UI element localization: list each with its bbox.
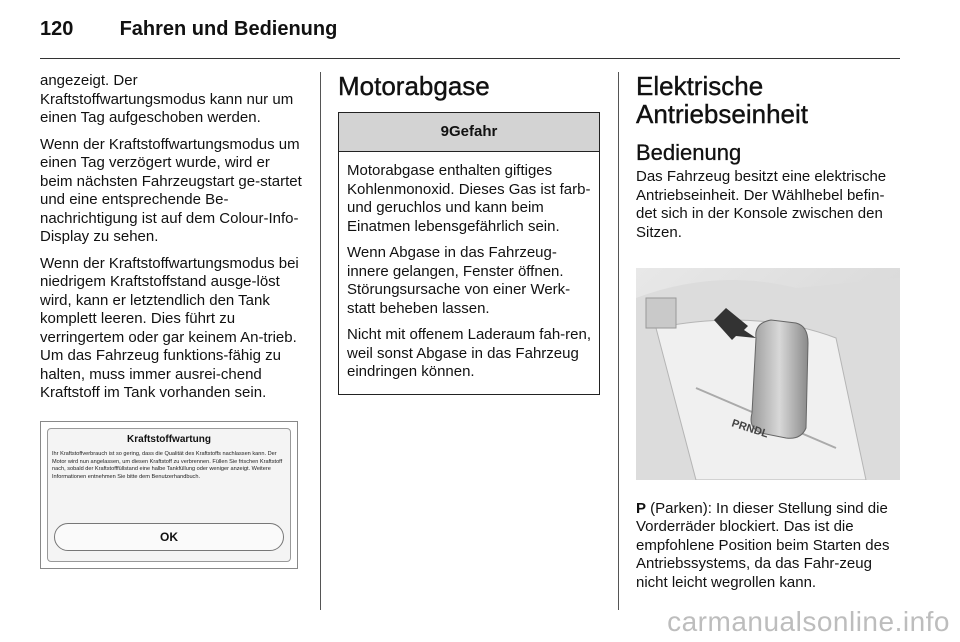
danger-header: [339, 113, 599, 152]
column-middle: [338, 72, 600, 395]
header-rule: [40, 58, 900, 59]
section-heading: Elektrische Antriebseinheit: [636, 71, 808, 129]
park-text: (Parken): In dieser Stellung sind die Vorderräder blockiert. Das ist die empfohlene Position beim Starten des Antriebssystems, da das Fahr-zeug nicht leicht wegrollen kann.: [636, 499, 890, 591]
column-left: [40, 72, 302, 569]
danger-box: [338, 112, 600, 395]
danger-paragraph: Wenn Abgase in das Fahrzeug-innere gelangen, Fenster öffnen. Störungsursache von einer Werk-statt beheben lassen.: [347, 244, 571, 317]
page-number: 120: [40, 18, 74, 40]
section-heading: Motorabgase: [338, 71, 490, 101]
danger-icon: 9: [440, 123, 449, 140]
column-divider: [618, 72, 619, 610]
subsection-heading: Bedienung: [636, 140, 742, 165]
column-right: [636, 72, 900, 600]
column-divider: [320, 72, 321, 610]
ok-button[interactable]: OK: [54, 523, 284, 551]
paragraph: angezeigt. Der Kraftstoffwartungsmodus kann nur um einen Tag aufgeschoben werden.: [40, 72, 294, 126]
paragraph: Wenn der Kraftstoffwartungsmodus bei niedrigem Kraftstoffstand ausge-löst wird, kann er letztendlich den Tank komplett leeren. Dies führt zu verringertem oder gar keinem An-trieb. Um das Fahrzeug funktions-fähig zu halten, muss immer ausrei-chend Kraftstoff im Tank vorhanden sein.: [40, 254, 299, 401]
paragraph: Wenn der Kraftstoffwartungsmodus um einen Tag verzögert wurde, wird er beim nächsten Fahrzeugstart ge-startet und eine entsprechende Be-nachrichtigung ist auf dem Colour-Info-Display zu sehen.: [40, 135, 302, 245]
intro-paragraph: Das Fahrzeug besitzt eine elektrische Antriebseinheit. Der Wählhebel befin-det sich in der Konsole zwischen den Sitzen.: [636, 168, 887, 241]
fuel-maintenance-screen: [40, 421, 298, 569]
gear-selector-photo: [636, 268, 900, 480]
gear-positions-label: PRNDL: [730, 417, 770, 441]
page-title: Fahren und Bedienung: [119, 18, 338, 40]
screen-panel: [47, 428, 291, 562]
danger-body: [339, 152, 599, 394]
watermark: carmanualsonline.info: [667, 606, 950, 637]
page-header: [40, 18, 337, 41]
screen-title: Kraftstoffwartung: [127, 433, 211, 445]
danger-paragraph: Motorabgase enthalten giftiges Kohlenmonoxid. Dieses Gas ist farb- und geruchlos und kann beim Einatmen lebensgefährlich sein.: [347, 162, 591, 235]
screen-message: Ihr Kraftstoffverbrauch ist so gering, dass die Qualität des Kraftstoffs nachlassen kann. Der Motor wird nun angelassen, um diesen Kraftstoff zu verbrennen. Füllen Sie frischen Kraftstoff nach, sobald der Kraftstofffüllstand eine halbe Tankfüllung oder weniger anzeigt. Weitere Informationen entnehmen Sie bitte dem Benutzerhandbuch.: [52, 451, 283, 480]
park-description: [636, 500, 900, 593]
danger-title: Gefahr: [448, 123, 498, 140]
danger-paragraph: Nicht mit offenem Laderaum fah-ren, weil sonst Abgase in das Fahrzeug eindringen können.: [347, 326, 592, 380]
park-letter: P: [636, 499, 647, 517]
